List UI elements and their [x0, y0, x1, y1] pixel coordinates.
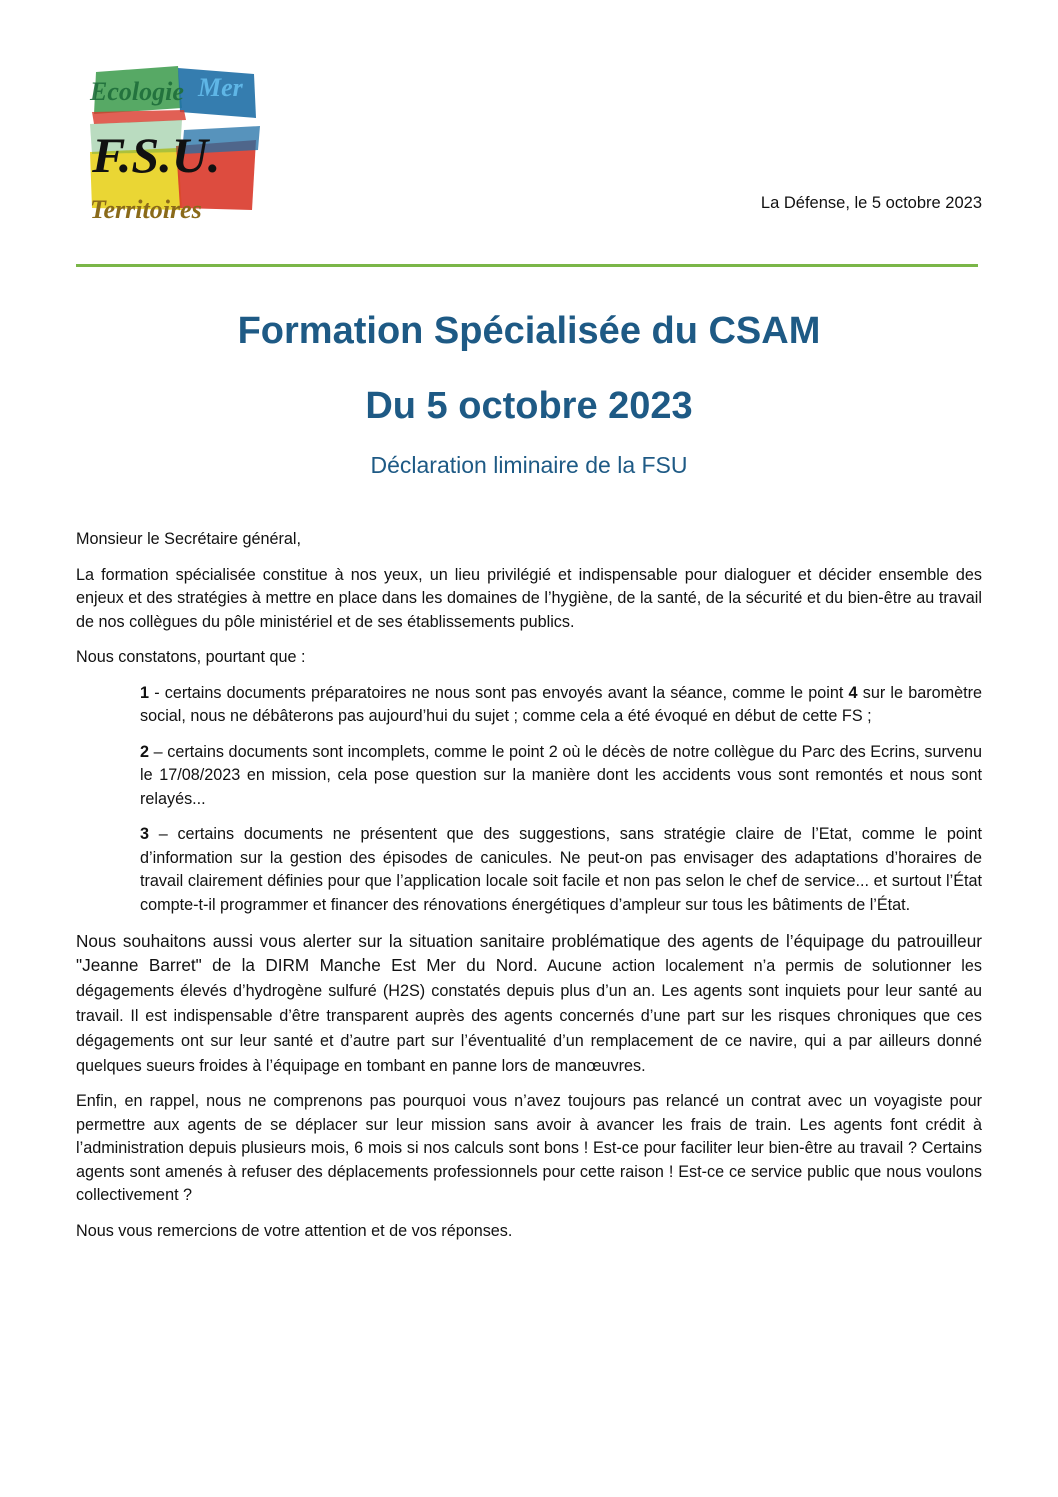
fsu-logo: [86, 60, 264, 228]
document-date: La Défense, le 5 octobre 2023: [760, 194, 982, 212]
list-item-2-number: 2: [140, 742, 150, 761]
list-item-3-number: 3: [140, 825, 150, 843]
logo-text-ecologie: Ecologie: [90, 77, 184, 106]
list-item-1-number: 1: [140, 683, 150, 702]
document-title-date: Du 5 octobre 2023: [365, 385, 693, 427]
paragraph-alert-rest: Aucune action localement n’a permis de solutionner les dégagements élevés d’hydrogène sulfuré (H2S) constatés depuis plus d’un an. Les agents sont inquiets pour leur santé au travail. Il est indispensable d’être transparent auprès des agents concernés d’une part sur les risques chroniques que ces dégagements ont sur leur santé et d’autre part sur l’éventualité d’un remplacement de ce navire, qui a par ailleurs donné quelques sueurs froides à l’équipage en tombant en panne lors de manœuvres.: [76, 957, 982, 1075]
list-item-1: [140, 682, 982, 729]
paragraph-closing: Nous vous remercions de votre attention et de vos réponses.: [76, 1221, 513, 1240]
paragraph-constat: Nous constatons, pourtant que :: [76, 648, 306, 666]
list-item-1-point: 4: [848, 683, 858, 702]
list-item-2-text: – certains documents sont incomplets, comme le point 2 où le décès de notre collègue du Parc des Ecrins, survenu le 17/08/2023 en mission, cela pose question sur la manière dont les accidents vous sont remontés et nous sont relayés...: [140, 742, 982, 808]
fsu-logo-graphic: [86, 60, 264, 228]
list-item-2: [140, 741, 982, 812]
list-item-3: [140, 823, 982, 917]
paragraph-rappel: Enfin, en rappel, nous ne comprenons pas pourquoi vous n’avez toujours pas relancé un contrat avec un voyagiste pour permettre aux agents de se déplacer sur leur mission sans avoir à avancer les frais de train. Les agents font crédit à l’administration depuis plusieurs mois, 6 mois si nos calculs sont bons ! Est-ce pour faciliter leur bien-être au travail ? Certains agents sont amenés à refuser des déplacements professionnels pour cette raison ! Est-ce ce service public que nous voulons collectivement ?: [76, 1092, 982, 1204]
list-item-1-text-a: - certains documents préparatoires ne nous sont pas envoyés avant la séance, comme le point: [149, 683, 849, 702]
paragraph-alert: [76, 929, 982, 1078]
document-subtitle: Déclaration liminaire de la FSU: [370, 452, 688, 478]
paragraph-alert-lead: Nous souhaitons aussi vous alerter sur la situation sanitaire problématique des agents de l’équipage du patrouilleur "Jeanne Barret" de la DIRM Manche Est Mer du Nord.: [76, 931, 982, 975]
letter-body: [76, 528, 982, 1255]
list-item-3-text: – certains documents ne présentent que des suggestions, sans stratégie claire de l’Etat, comme le point d’information sur la gestion des épisodes de canicules. Ne peut-on pas envisager des adaptations d’horaires de travail clairement définies pour que l’application locale soit facile et non pas selon le chef de service... et surtout l’État compte-t-il programmer et financer des rénovations énergétiques d’ampleur sur tous les bâtiments de l’État.: [140, 825, 982, 914]
header-divider: [76, 264, 978, 267]
salutation: Monsieur le Secrétaire général,: [76, 530, 301, 548]
document-title: Formation Spécialisée du CSAM: [237, 310, 821, 352]
logo-text-territoires: Territoires: [90, 195, 202, 224]
list-item-1-text-c: sur le baromètre social, nous ne débâterons pas aujourd’hui du sujet ; comme cela a été évoqué en début de cette FS ;: [140, 683, 982, 725]
paragraph-intro: La formation spécialisée constitue à nos yeux, un lieu privilégié et indispensable pour dialoguer et décider ensemble des enjeux et des stratégies à mettre en place dans les domaines de l’hygiène, de la santé, de la sécurité et du bien-être au travail de nos collègues du pôle ministériel et de ses établissements publics.: [76, 565, 982, 631]
logo-text-fsu: F.S.U.: [92, 127, 221, 183]
logo-text-mer: Mer: [198, 73, 243, 102]
